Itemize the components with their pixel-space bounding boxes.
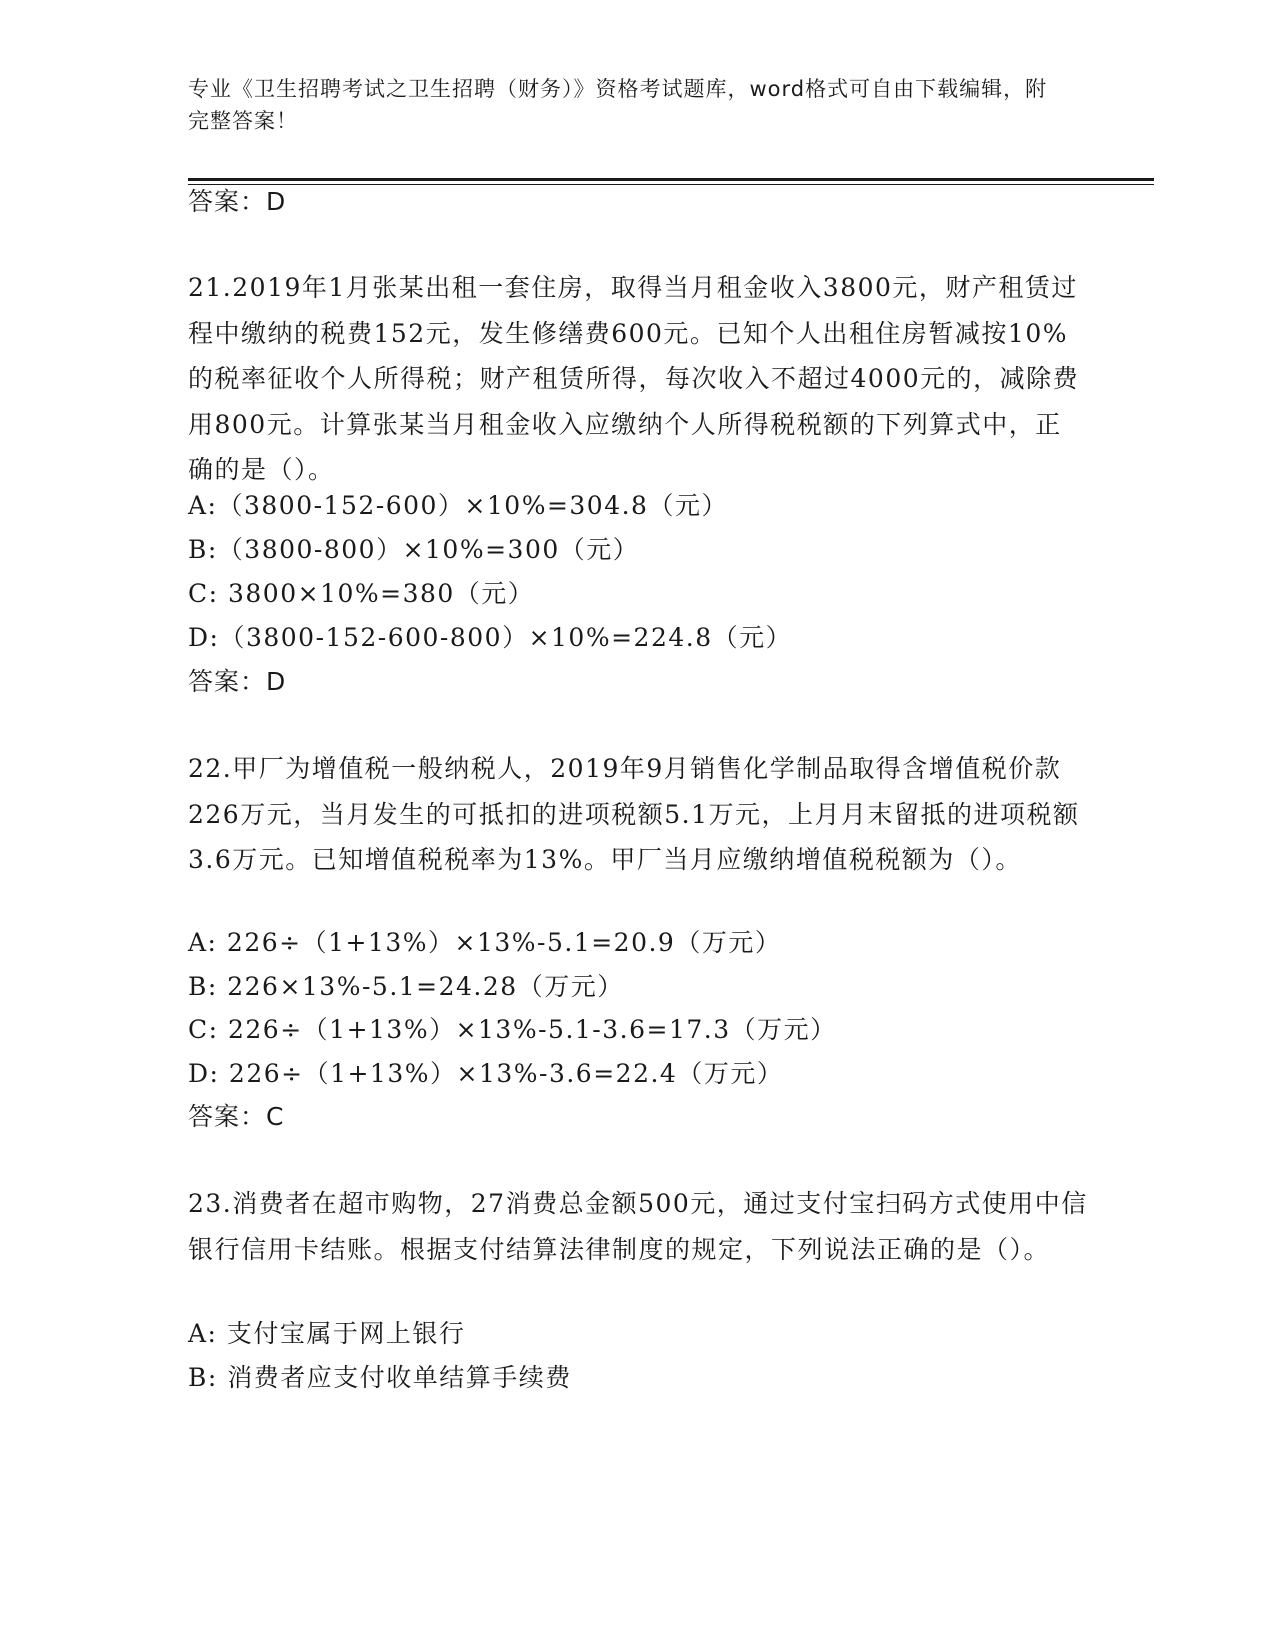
document-header: 专业《卫生招聘考试之卫生招聘（财务）》资格考试题库，word格式可自由下载编辑，附完整答案！	[188, 77, 1048, 133]
question-22-option-c: C: 226÷（1+13%）×13%-5.1-3.6=17.3（万元）	[188, 1015, 837, 1044]
question-22-option-d: D: 226÷（1+13%）×13%-3.6=22.4（万元）	[188, 1059, 784, 1088]
question-23-option-a: A: 支付宝属于网上银行	[188, 1319, 466, 1348]
question-22-option-b: B: 226×13%-5.1=24.28（万元）	[188, 972, 624, 1001]
answer-prev: 答案：D	[188, 187, 287, 216]
header-rule-thick	[188, 178, 1154, 181]
question-21-stem: 21.2019年1月张某出租一套住房，取得当月租金收入3800元，财产租赁过程中缴纳的税费152元，发生修缮费600元。已知个人出租住房暂减按10%的税率征收个人所得税；财产租赁所得，每次收入不超过4000元的，减除费用800元。计算张某当月租金收入应缴纳个人所得税税额的下列算式中，正确的是（）。	[188, 273, 1080, 484]
question-21-option-c: C: 3800×10%=380（元）	[188, 579, 535, 608]
question-22-answer: 答案：C	[188, 1102, 285, 1131]
question-22-option-a: A: 226÷（1+13%）×13%-5.1=20.9（万元）	[188, 928, 782, 957]
question-21-option-d: D:（3800-152-600-800）×10%=224.8（元）	[188, 623, 793, 652]
question-21-answer: 答案：D	[188, 667, 287, 696]
question-23-option-b: B: 消费者应支付收单结算手续费	[188, 1363, 572, 1392]
question-23-stem: 23.消费者在超市购物，27消费总金额500元，通过支付宝扫码方式使用中信银行信用卡结账。根据支付结算法律制度的规定，下列说法正确的是（）。	[188, 1189, 1088, 1264]
question-22-stem: 22.甲厂为增值税一般纳税人，2019年9月销售化学制品取得含增值税价款226万元，当月发生的可抵扣的进项税额5.1万元，上月月末留抵的进项税额3.6万元。已知增值税税率为13%。甲厂当月应缴纳增值税税额为（）。	[188, 754, 1080, 874]
question-21-option-b: B:（3800-800）×10%=300（元）	[188, 535, 640, 564]
question-21-option-a: A:（3800-152-600）×10%=304.8（元）	[188, 491, 728, 520]
header-rule-thin	[188, 184, 1154, 185]
